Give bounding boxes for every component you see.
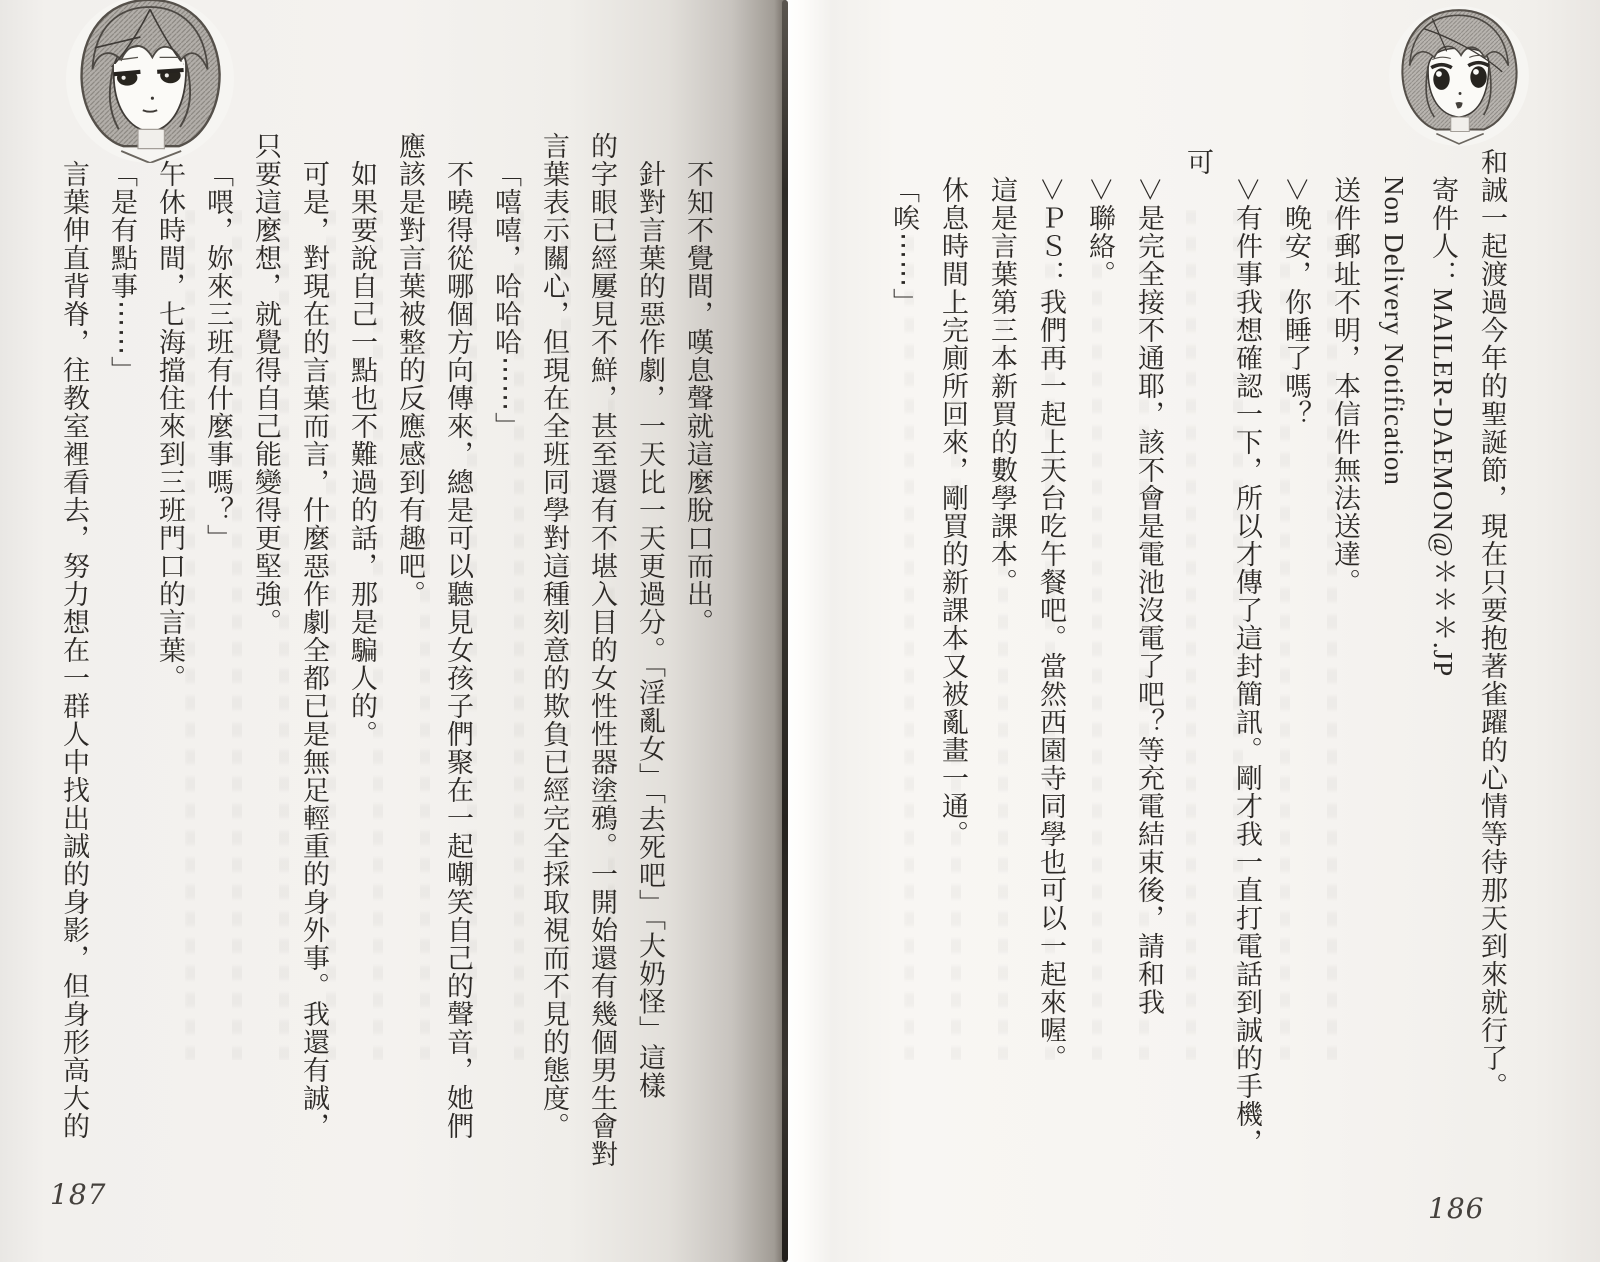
text-column: 言葉伸直背脊，往教室裡看去，努力想在一群人中找出誠的身影，但身形高大的: [59, 160, 89, 1141]
text-column: 午休時間，七海擋住來到三班門口的言葉。: [155, 160, 185, 693]
text-column: 這是言葉第三本新買的數學課本。: [987, 176, 1017, 597]
text-column: ＞有件事我想確認一下，所以才傳了這封簡訊。剛才我一直打電話到誠的手機，: [1232, 176, 1262, 1157]
text-column: 言葉表示關心，但現在全班同學對這種刻意的欺負已經完全採取視而不見的態度。: [539, 132, 569, 1140]
text-column: ＞ＰＳ：我們再一起上天台吃午餐吧。當然西園寺同學也可以一起來喔。: [1036, 176, 1066, 1073]
page-showthrough: [904, 210, 1344, 1060]
text-column: 休息時間上完廁所回來，剛買的新課本又被亂畫一通。: [938, 176, 968, 849]
text-column: ＞聯絡。: [1085, 176, 1115, 289]
text-column: ＞是完全接不通耶，該不會是電池沒電了吧？等充電結束後，請和我: [1134, 176, 1164, 1017]
text-column: 針對言葉的惡作劇，一天比一天更過分。「淫亂女」「去死吧」「大奶怪」這樣: [635, 160, 665, 1100]
page-showthrough: [185, 210, 615, 1060]
text-column: 「喂，妳來三班有什麼事嗎？」: [203, 160, 233, 553]
page-number-right: 186: [1428, 1192, 1485, 1225]
text-column: 「嘻嘻，哈哈哈⋯⋯」: [491, 160, 521, 441]
text-column: 可是，對現在的言葉而言，什麼惡作劇全都已是無足輕重的身外事。我還有誠，: [299, 160, 329, 1141]
text-column: 不曉得從哪個方向傳來，總是可以聽見女孩子們聚在一起嘲笑自己的聲音，她們: [443, 160, 473, 1141]
text-column: 和誠一起渡過今年的聖誕節，現在只要抱著雀躍的心情等待那天到來就行了。: [1477, 148, 1507, 1100]
book-spine-crease: [782, 0, 788, 1262]
text-column: 如果要說自己一點也不難過的話，那是騙人的。: [347, 160, 377, 749]
text-column: 應該是對言葉被整的反應感到有趣吧。: [395, 132, 425, 608]
anime-girl-portrait-right-icon: [1387, 4, 1531, 148]
text-column: 的字眼已經屢見不鮮，甚至還有不堪入目的女性性器塗鴉。一開始還有幾個男生會對: [587, 132, 617, 1168]
text-column: 「唉⋯⋯」: [889, 176, 919, 317]
text-column: 送件郵址不明，本信件無法送達。: [1330, 176, 1360, 597]
text-column: 「是有點事⋯⋯」: [107, 160, 137, 385]
text-column: Non Delivery Notification: [1379, 176, 1409, 487]
page-186: [786, 0, 1600, 1262]
text-column: 只要這麼想，就覺得自己能變得更堅強。: [251, 132, 281, 636]
page-187: [0, 0, 786, 1262]
text-column: 可: [1183, 148, 1213, 176]
page-number-left: 187: [50, 1178, 107, 1211]
text-column: 寄件人：MAILER-DAEMON@＊＊＊.JP: [1428, 176, 1458, 678]
text-column: ＞晚安，你睡了嗎？: [1281, 176, 1311, 429]
text-column: 不知不覺間，嘆息聲就這麼脫口而出。: [683, 160, 713, 637]
